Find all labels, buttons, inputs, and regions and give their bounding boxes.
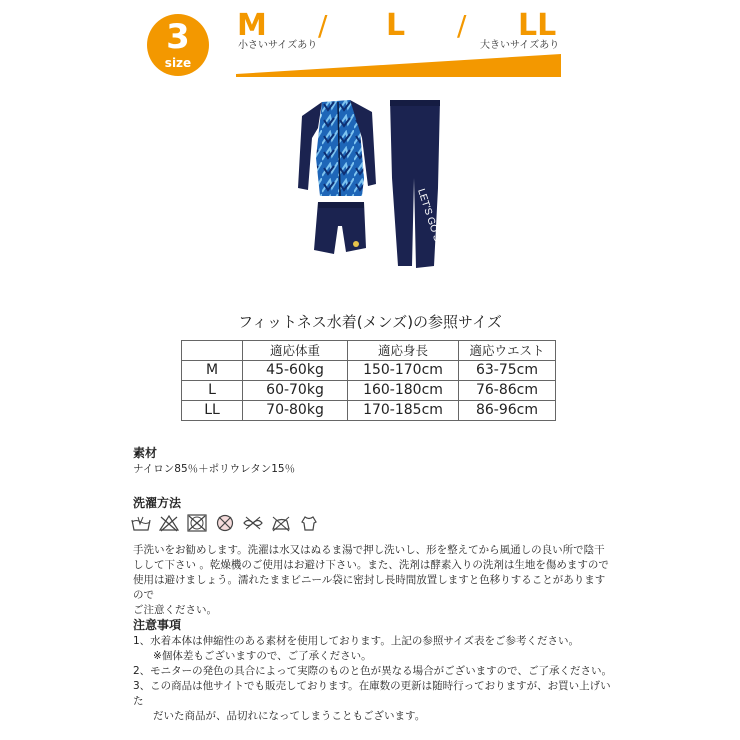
- size-count-unit: size: [164, 56, 192, 70]
- swim-shorts: [314, 202, 366, 254]
- table-cell: 76-86cm: [459, 381, 556, 401]
- washing-text: 手洗いをお勧めします。洗濯は水又はぬるま湯で押し洗いし、形を整えてから風通しの良い所で陰干 しして下さい 。乾燥機のご使用はお避け下さい。また、洗剤は酵素入りの洗剤は生地を傷めますので 使用は避けましょう。濡れたままビニール袋に密封し長時間放置しますと色移りすることがありますので ご注意ください。: [133, 544, 609, 616]
- table-header-cell: 適応体重: [243, 341, 348, 361]
- table-header-cell: [182, 341, 243, 361]
- table-header-cell: 適応身長: [348, 341, 459, 361]
- caution-text: 1、水着本体は伸縮性のある素材を使用しております。上記の参照サイズ表をご参考ください。 ※個体差もございますので、ご了承ください。 2、モニターの発色の具合によって実際のものと色が異なる場合がございますので、ご了承ください。 3、この商品は他サイトでも販売しております。在庫数の更新は随時行っておりますが、お買い上げいた だいた商品が、品切れになってしまうこともございます。: [133, 635, 612, 722]
- table-cell: 70-80kg: [243, 401, 348, 421]
- material-heading: 素材: [133, 446, 158, 460]
- size-ll-label: LL: [518, 8, 557, 43]
- table-row: [182, 361, 556, 381]
- size-m-label: M: [237, 8, 267, 43]
- size-range-bar: [236, 54, 561, 77]
- size-count-number: 3: [166, 17, 190, 57]
- hang-dry-icon: [298, 514, 320, 532]
- table-cell: M: [182, 361, 243, 381]
- no-wring-icon: [242, 514, 264, 532]
- leggings-print-text: LET'S GO SURFING: [415, 187, 455, 280]
- table-cell: 170-185cm: [348, 401, 459, 421]
- table-cell: 150-170cm: [348, 361, 459, 381]
- table-cell: LL: [182, 401, 243, 421]
- table-header-cell: 適応ウエスト: [459, 341, 556, 361]
- no-dry-clean-icon: [214, 514, 236, 532]
- table-cell: 63-75cm: [459, 361, 556, 381]
- large-size-note: 大きいサイズあり: [480, 40, 560, 51]
- washing-heading: 洗濯方法: [133, 496, 182, 510]
- table-cell: 45-60kg: [243, 361, 348, 381]
- size-l-label: L: [386, 8, 406, 43]
- no-iron-icon: [270, 514, 292, 532]
- swim-leggings: [390, 100, 454, 280]
- size-table-title: フィットネス水着(メンズ)の参照サイズ: [238, 313, 502, 331]
- table-cell: 86-96cm: [459, 401, 556, 421]
- size-separator: /: [318, 9, 328, 42]
- table-row: [182, 381, 556, 401]
- table-cell: 60-70kg: [243, 381, 348, 401]
- table-cell: L: [182, 381, 243, 401]
- table-header-row: [182, 341, 556, 361]
- table-row: [182, 401, 556, 421]
- size-count-badge: [147, 14, 209, 76]
- small-size-note: 小さいサイズあり: [238, 40, 318, 51]
- hand-wash-icon: [130, 514, 152, 532]
- size-reference-table: [181, 340, 556, 421]
- care-icons: [130, 514, 320, 532]
- product-image: [290, 98, 455, 288]
- caution-heading: 注意事項: [133, 618, 182, 632]
- material-text: ナイロン85％＋ポリウレタン15％: [133, 463, 296, 475]
- no-tumble-dry-icon: [186, 514, 208, 532]
- rash-guard-top: [298, 100, 376, 196]
- table-cell: 160-180cm: [348, 381, 459, 401]
- no-bleach-icon: [158, 514, 180, 532]
- size-separator: /: [457, 9, 467, 42]
